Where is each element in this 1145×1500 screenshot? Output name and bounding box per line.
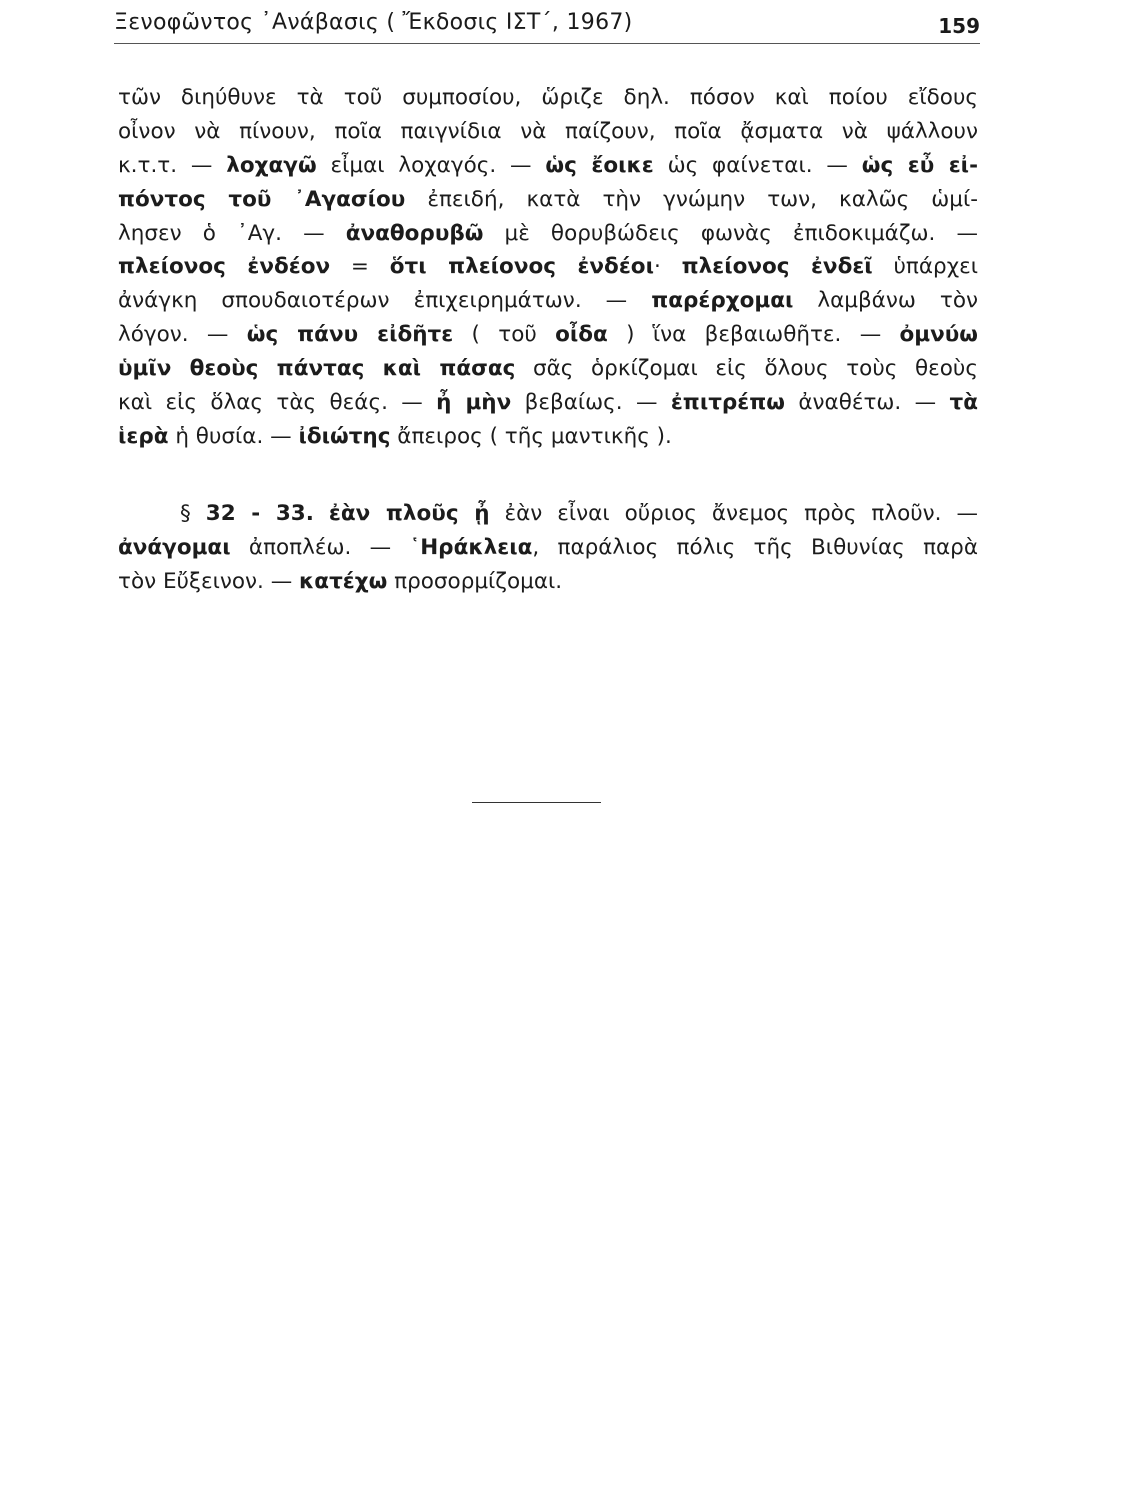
text-line xyxy=(118,115,978,149)
text-run: § xyxy=(180,501,206,526)
text-line xyxy=(118,318,978,352)
bold-term: ὡς πάνυ εἰδῆτε xyxy=(246,322,454,348)
bold-term: πλείονος ἐνδέον xyxy=(118,254,331,280)
bold-term: πόντος τοῦ ᾿Αγασίου xyxy=(118,186,406,212)
text-line xyxy=(118,531,978,565)
text-line xyxy=(118,217,978,251)
bold-term: ἐὰν πλοῦς ᾖ xyxy=(328,501,490,526)
text-run: λησεν ὁ ᾿Αγ. — xyxy=(118,220,346,246)
text-run: εἶμαι λοχαγός. — xyxy=(316,152,546,178)
text-line xyxy=(118,183,978,217)
text-run: ἀνάγκη σπουδαιοτέρων ἐπιχειρημάτων. — xyxy=(118,288,652,314)
header-title: Ξενοφῶντος ᾿Ανάβασις ( Ἔκδοσις ΙΣΤ΄, 1967) xyxy=(114,10,633,35)
text-run: ὑπάρχει xyxy=(872,254,979,280)
text-run: · xyxy=(653,254,682,280)
text-run: ἐπειδή, κατὰ τὴν γνώμην των, καλῶς ὡμί- xyxy=(405,186,978,212)
text-run: τὸν Εὔξεινον. — xyxy=(118,568,300,594)
paragraph-2 xyxy=(118,497,978,599)
bold-term: ἀναθορυβῶ xyxy=(345,220,484,246)
text-run: προσορμίζομαι. xyxy=(387,568,563,594)
text-run: , παράλιος πόλις τῆς Βιθυνίας παρὰ xyxy=(532,534,979,560)
header-rule xyxy=(114,43,980,44)
text-run: ἄπειρος ( τῆς μαντικῆς ). xyxy=(390,423,672,449)
bold-term: πλείονος ἐνδεῖ xyxy=(681,254,873,280)
bold-term: ἱερὰ xyxy=(118,423,169,449)
page-number: 159 xyxy=(938,14,980,38)
text-run: λόγον. — xyxy=(118,322,247,348)
text-run: σᾶς ὁρκίζομαι εἰς ὅλους τοὺς θεοὺς xyxy=(515,356,978,382)
text-line xyxy=(118,149,978,183)
bold-term: ἰδιώτης xyxy=(298,423,391,449)
text-line xyxy=(118,250,978,284)
bold-term: παρέρχομαι xyxy=(651,288,794,314)
bold-term: κατέχω xyxy=(299,568,388,594)
text-run: = xyxy=(330,254,390,280)
text-run: ἀποπλέω. — xyxy=(230,534,410,560)
text-run: ) ἵνα βεβαιωθῆτε. — xyxy=(607,322,900,348)
bold-term: ἦ μὴν xyxy=(436,390,512,416)
bold-term: 32 - 33. xyxy=(205,501,314,526)
text-line xyxy=(118,81,978,115)
running-header xyxy=(114,6,980,42)
text-line xyxy=(118,352,978,386)
text-run: ( τοῦ xyxy=(453,322,556,348)
text-line xyxy=(118,284,978,318)
bold-term: ὡς ἔοικε xyxy=(545,152,654,178)
bold-term: τὰ xyxy=(949,390,978,416)
text-run: βεβαίως. — xyxy=(511,390,671,416)
text-run: οἶνον νὰ πίνουν, ποῖα παιγνίδια νὰ παίζουν, ποῖα ᾄσματα νὰ ψάλλουν xyxy=(118,118,978,144)
text-run: κ.τ.τ. — xyxy=(118,152,227,178)
bold-term: οἶδα xyxy=(555,322,608,348)
text-line xyxy=(118,386,978,420)
text-line xyxy=(118,565,978,599)
text-line xyxy=(118,420,978,454)
end-rule xyxy=(472,802,601,803)
bold-term: ὀμνύω xyxy=(899,322,978,348)
bold-term: ῾Ηράκλεια xyxy=(409,534,533,560)
bold-term: λοχαγῶ xyxy=(226,152,317,178)
text-run: ἡ θυσία. — xyxy=(168,423,299,449)
text-run xyxy=(314,501,329,526)
text-run: ὡς φαίνεται. — xyxy=(653,152,862,178)
text-run: λαμβάνω τὸν xyxy=(793,288,979,314)
paragraph-1 xyxy=(118,81,978,454)
bold-term: ὅτι πλείονος ἐνδέοι xyxy=(389,254,654,280)
text-run: μὲ θορυβώδεις φωνὰς ἐπιδοκιμάζω. — xyxy=(483,220,978,246)
text-run: ἐὰν εἶναι οὔριος ἄνεμος πρὸς πλοῦν. — xyxy=(489,501,978,526)
text-run: τῶν διηύθυνε τὰ τοῦ συμποσίου, ὥριζε δηλ. πόσον καὶ ποίου εἴδους xyxy=(118,85,978,110)
bold-term: ὑμῖν θεοὺς πάντας καὶ πάσας xyxy=(118,356,516,382)
text-line xyxy=(118,497,978,531)
bold-term: ὡς εὖ εἰ- xyxy=(861,152,978,178)
bold-term: ἐπιτρέπω xyxy=(670,390,785,416)
bold-term: ἀνάγομαι xyxy=(118,534,231,560)
text-run: καὶ εἰς ὅλας τὰς θεάς. — xyxy=(118,390,437,416)
text-run: ἀναθέτω. — xyxy=(784,390,950,416)
